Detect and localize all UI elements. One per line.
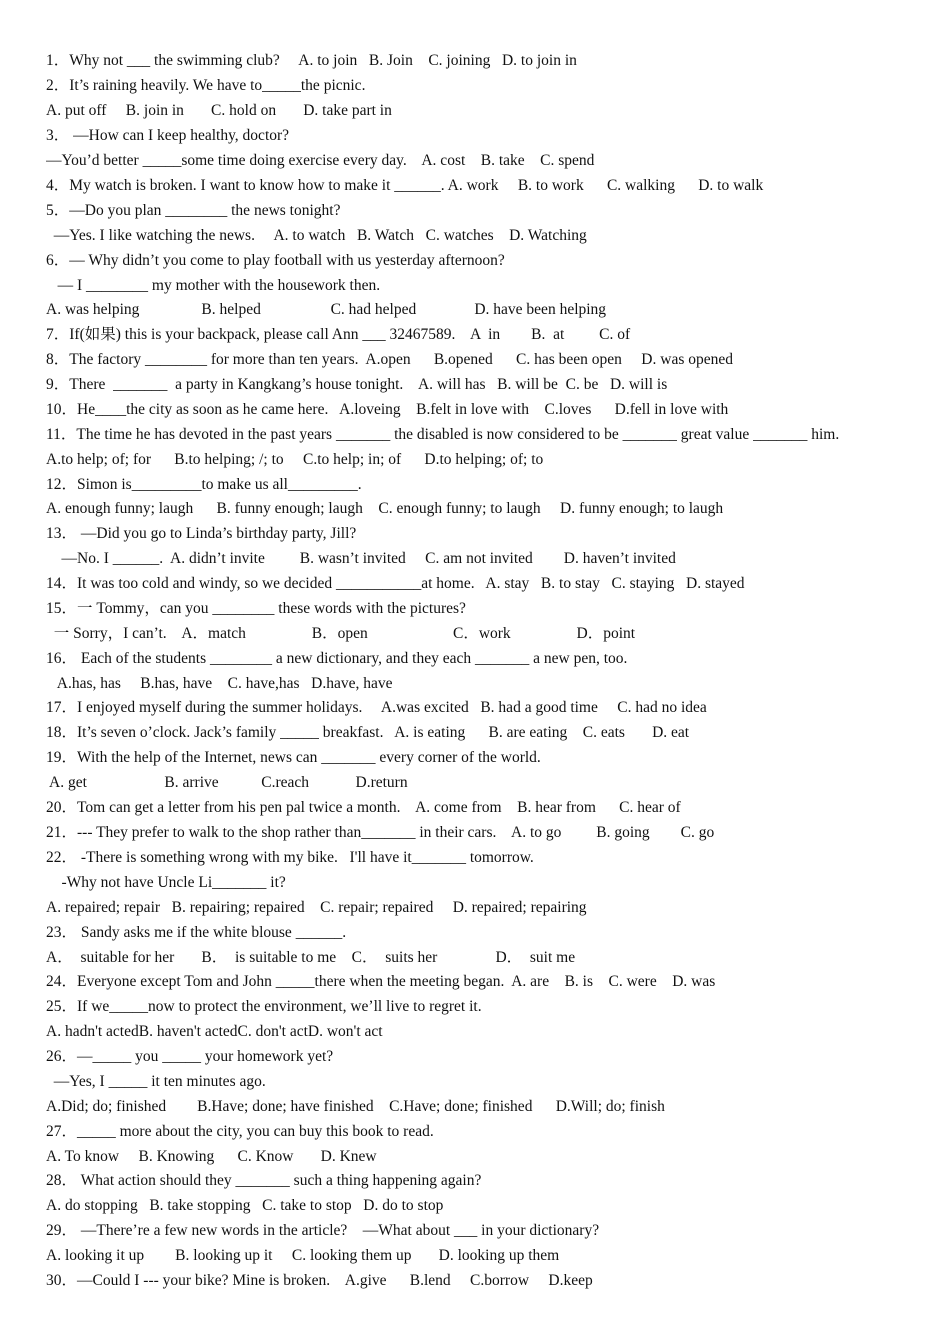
text-line: — I ________ my mother with the housework then. <box>46 277 381 294</box>
text-line: 14．It was too cold and windy, so we decided ___________at home. A. stay B. to stay C. staying D. stayed <box>46 575 745 592</box>
text-line: 18．It’s seven o’clock. Jack’s family _____ breakfast. A. is eating B. are eating C. eats D. eat <box>46 724 690 741</box>
text-line: A. enough funny; laugh B. funny enough; laugh C. enough funny; to laugh D. funny enough; to laugh <box>46 500 724 517</box>
text-line: 27．_____ more about the city, you can buy this book to read. <box>46 1123 434 1140</box>
text-line: —Yes, I _____ it ten minutes ago. <box>46 1073 266 1090</box>
text-line: 21．--- They prefer to walk to the shop rather than_______ in their cars. A. to go B. going C. go <box>46 824 715 841</box>
text-line: 7．If(如果) this is your backpack, please call Ann ___ 32467589. A in B. at C. of <box>46 326 631 343</box>
text-line: 13． —Did you go to Linda’s birthday party, Jill? <box>46 525 357 542</box>
text-line: A.has, has B.has, have C. have,has D.have, have <box>46 675 393 692</box>
text-line: 17．I enjoyed myself during the summer holidays. A.was excited B. had a good time C. had no idea <box>46 699 707 716</box>
text-line: -Why not have Uncle Li_______ it? <box>46 874 286 891</box>
text-line: 16． Each of the students ________ a new dictionary, and they each _______ a new pen, too. <box>46 650 628 667</box>
text-line: 3． —How can I keep healthy, doctor? <box>46 127 290 144</box>
text-line: 28． What action should they _______ such a thing happening again? <box>46 1172 482 1189</box>
text-line: 22． -There is something wrong with my bike. I'll have it_______ tomorrow. <box>46 849 534 866</box>
text-line: —You’d better _____some time doing exercise every day. A. cost B. take C. spend <box>46 152 595 169</box>
text-line: A. looking it up B. looking up it C. looking them up D. looking up them <box>46 1247 560 1264</box>
text-line: 12．Simon is_________to make us all_________. <box>46 476 362 493</box>
text-line: 8．The factory ________ for more than ten years. A.open B.opened C. has been open D. was opened <box>46 351 733 368</box>
text-line: A. was helping B. helped C. had helped D. have been helping <box>46 301 607 318</box>
text-line: 2．It’s raining heavily. We have to_____the picnic. <box>46 77 366 94</box>
text-line: 23． Sandy asks me if the white blouse ______. <box>46 924 347 941</box>
text-line: A． suitable for her B． is suitable to me C． suits her D． suit me <box>46 949 576 966</box>
text-line: A.Did; do; finished B.Have; done; have finished C.Have; done; finished D.Will; do; finish <box>46 1098 665 1115</box>
text-line: 9．There _______ a party in Kangkang’s house tonight. A. will has B. will be C. be D. will is <box>46 376 668 393</box>
text-line: —Yes. I like watching the news. A. to watch B. Watch C. watches D. Watching <box>46 227 587 244</box>
text-line: 5．—Do you plan ________ the news tonight? <box>46 202 341 219</box>
text-line: 30．—Could I --- your bike? Mine is broken. A.give B.lend C.borrow D.keep <box>46 1272 593 1289</box>
text-line: A. do stopping B. take stopping C. take to stop D. do to stop <box>46 1197 444 1214</box>
text-line: 25．If we_____now to protect the environment, we’ll live to regret it. <box>46 998 482 1015</box>
text-line: 1．Why not ___ the swimming club? A. to join B. Join C. joining D. to join in <box>46 52 577 69</box>
text-line: A. hadn't actedB. haven't actedC. don't actD. won't act <box>46 1023 383 1040</box>
text-line: 10．He____the city as soon as he came here. A.loveing B.felt in love with C.loves D.fell in love with <box>46 401 729 418</box>
text-line: 24．Everyone except Tom and John _____there when the meeting began. A. are B. is C. were D. was <box>46 973 716 990</box>
text-line: A. To know B. Knowing C. Know D. Knew <box>46 1148 377 1165</box>
text-line: 29． —There’re a few new words in the article? —What about ___ in your dictionary? <box>46 1222 600 1239</box>
text-line: 6．— Why didn’t you come to play football with us yesterday afternoon? <box>46 252 505 269</box>
text-line: 15．一 Tommy，can you ________ these words with the pictures? <box>46 600 466 617</box>
text-line: 20．Tom can get a letter from his pen pal twice a month. A. come from B. hear from C. hear of <box>46 799 681 816</box>
text-line: 26．—_____ you _____ your homework yet? <box>46 1048 334 1065</box>
text-line: A. repaired; repair B. repairing; repaired C. repair; repaired D. repaired; repairing <box>46 899 587 916</box>
text-line: —No. I ______. A. didn’t invite B. wasn’t invited C. am not invited D. haven’t invited <box>46 550 676 567</box>
text-line: A.to help; of; for B.to helping; /; to C.to help; in; of D.to helping; of; to <box>46 451 544 468</box>
text-line: 4．My watch is broken. I want to know how to make it ______. A. work B. to work C. walking D. to walk <box>46 177 764 194</box>
text-line: A. put off B. join in C. hold on D. take part in <box>46 102 392 119</box>
text-line: 19．With the help of the Internet, news can _______ every corner of the world. <box>46 749 541 766</box>
text-line: 一 Sorry，I can’t. A．match B．open C．work D．point <box>46 625 636 642</box>
text-line: A. get B. arrive C.reach D.return <box>46 774 408 791</box>
text-line: 11．The time he has devoted in the past years _______ the disabled is now considered to be _______ great value _______ him. <box>46 426 840 443</box>
